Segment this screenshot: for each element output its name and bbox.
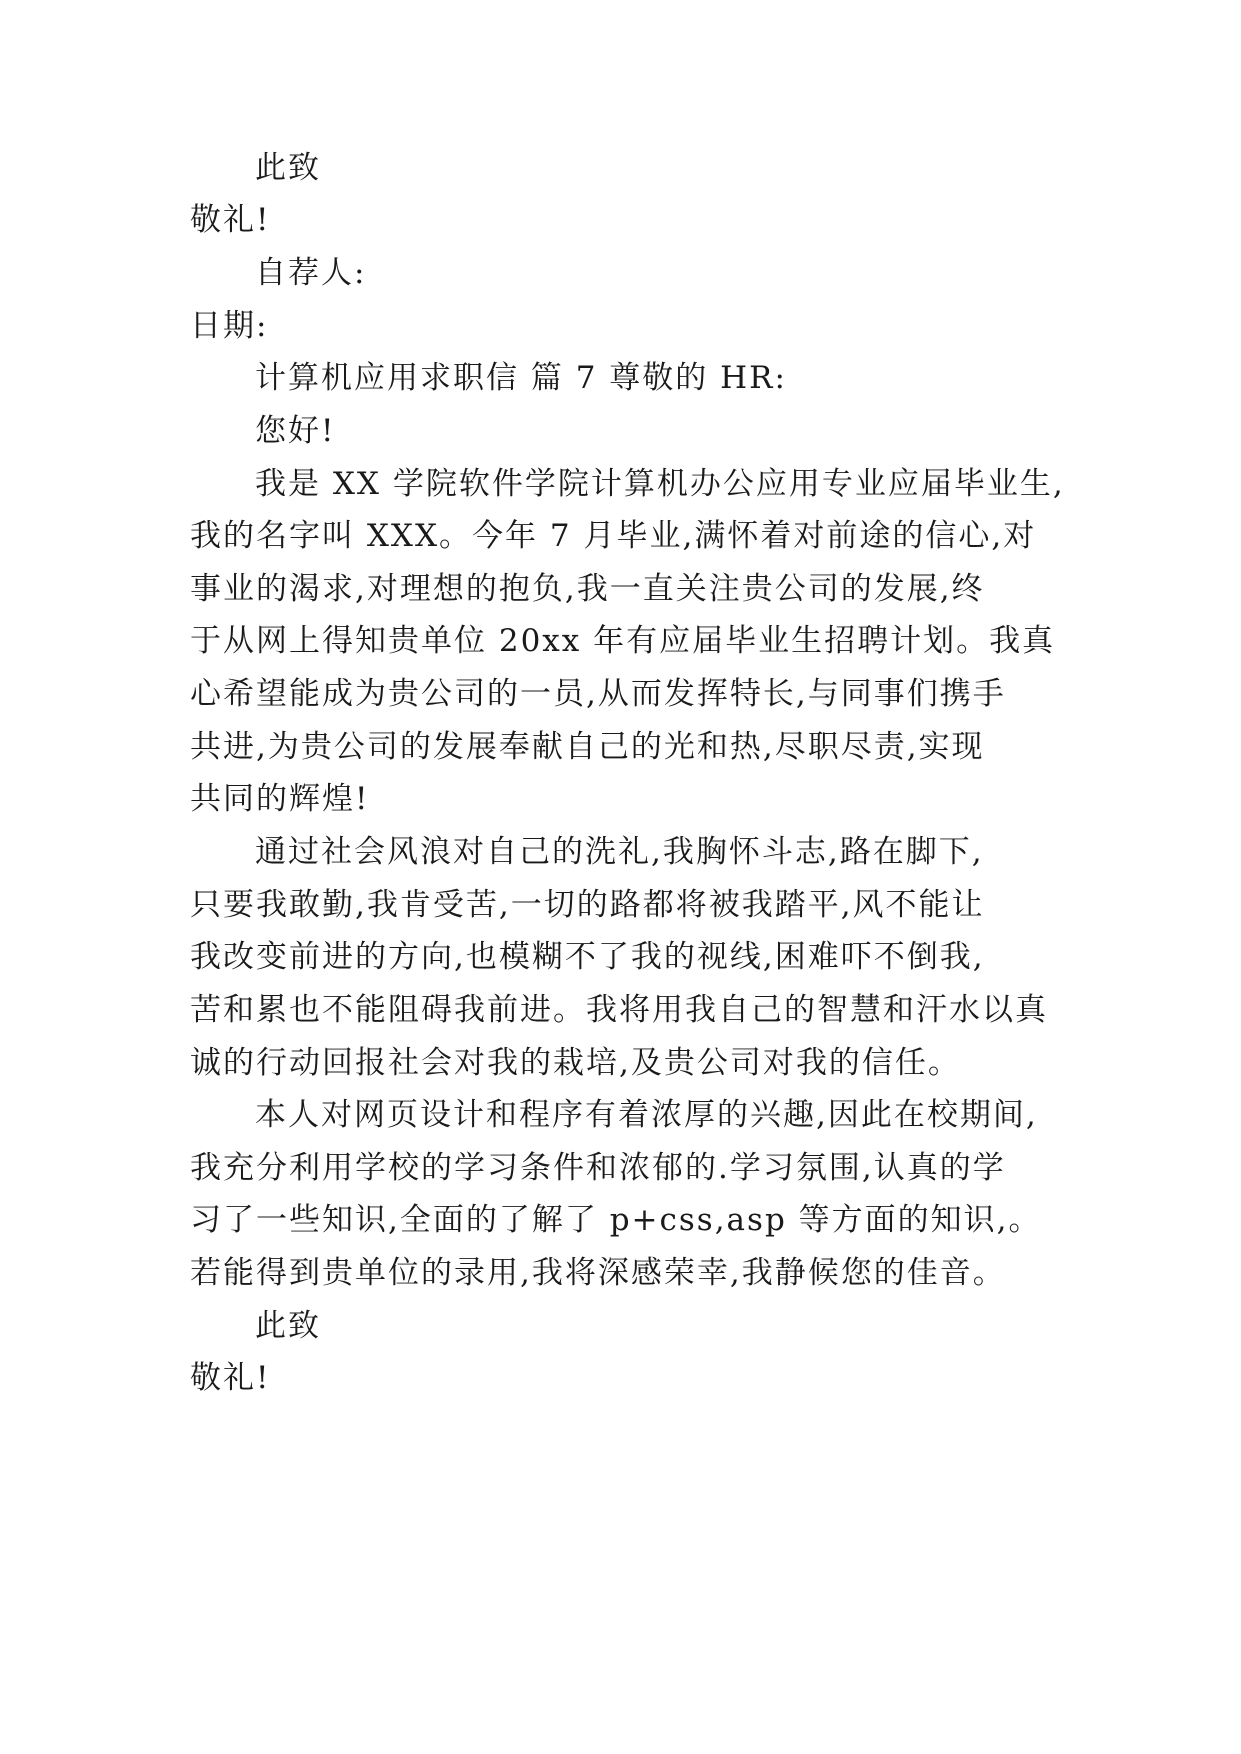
paragraph-3-line-4: 若能得到贵单位的录用,我将深感荣幸,我静候您的佳音。 <box>190 1255 1006 1291</box>
paragraph-2-line-3: 我改变前进的方向,也模糊不了我的视线,困难吓不倒我, <box>190 939 985 975</box>
paragraph-3-line-1: 本人对网页设计和程序有着浓厚的兴趣,因此在校期间, <box>255 1097 1038 1133</box>
paragraph-2-line-2: 只要我敢勤,我肯受苦,一切的路都将被我踏平,风不能让 <box>190 887 985 923</box>
paragraph-3-line-2: 我充分利用学校的学习条件和浓郁的.学习氛围,认真的学 <box>190 1150 1006 1186</box>
paragraph-1-line-7: 共同的辉煌! <box>190 781 370 817</box>
paragraph-2-line-1: 通过社会风浪对自己的洗礼,我胸怀斗志,路在脚下, <box>255 834 984 870</box>
date-line: 日期: <box>190 308 269 344</box>
paragraph-3-line-3: 习了一些知识,全面的了解了 p+css,asp 等方面的知识,。 <box>190 1202 1042 1238</box>
salute-line-2: 敬礼! <box>190 1360 271 1396</box>
paragraph-1-line-2: 我的名字叫 XXX。今年 7 月毕业,满怀着对前途的信心,对 <box>190 518 1037 554</box>
paragraph-1-line-4: 于从网上得知贵单位 20xx 年有应届毕业生招聘计划。我真 <box>190 623 1056 659</box>
paragraph-1-line-1: 我是 XX 学院软件学院计算机办公应用专业应届毕业生, <box>255 466 1065 502</box>
letter-heading: 计算机应用求职信 篇 7 尊敬的 HR: <box>255 360 787 396</box>
paragraph-1-line-3: 事业的渴求,对理想的抱负,我一直关注贵公司的发展,终 <box>190 571 985 607</box>
signer-line: 自荐人: <box>255 255 367 291</box>
salute-line: 敬礼! <box>190 202 271 238</box>
greeting-line: 您好! <box>255 413 336 449</box>
closing-line: 此致 <box>255 150 321 186</box>
paragraph-1-line-6: 共进,为贵公司的发展奉献自己的光和热,尽职尽责,实现 <box>190 729 985 765</box>
paragraph-2-line-4: 苦和累也不能阻碍我前进。我将用我自己的智慧和汗水以真 <box>190 992 1048 1028</box>
paragraph-2-line-5: 诚的行动回报社会对我的栽培,及贵公司对我的信任。 <box>190 1045 961 1081</box>
closing-line-2: 此致 <box>255 1308 321 1344</box>
paragraph-1-line-5: 心希望能成为贵公司的一员,从而发挥特长,与同事们携手 <box>190 676 1006 712</box>
